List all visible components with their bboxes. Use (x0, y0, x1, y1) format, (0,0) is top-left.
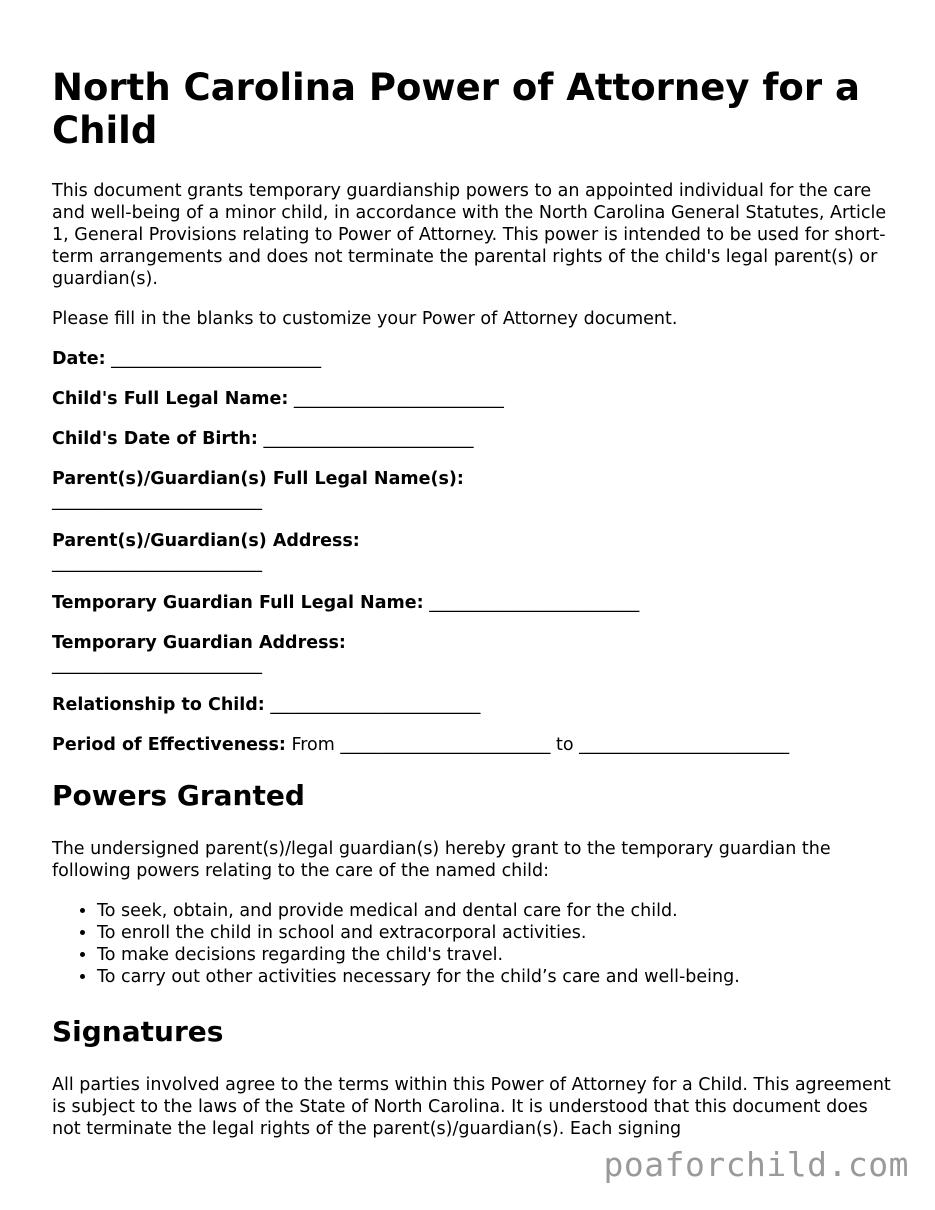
field-child-name (52, 388, 897, 410)
field-period-from-blank[interactable]: ________________________ (340, 735, 551, 755)
field-guardian-address (52, 632, 897, 676)
list-item: • To seek, obtain, and provide medical and dental care for the child. (97, 900, 897, 922)
field-relationship-blank[interactable]: ________________________ (270, 695, 481, 715)
field-period-label: Period of Effectiveness: (52, 735, 286, 755)
powers-intro: The undersigned parent(s)/legal guardian(s) hereby grant to the temporary guardian the following powers relating to the care of the named child: (52, 839, 831, 881)
intro-paragraph: This document grants temporary guardianship powers to an appointed individual for the care and well-being of a minor child, in accordance with the North Carolina General Statutes, Article 1, General Provisions relating to Power of Attorney. This power is intended to be used for short-term arrangements and does not terminate the parental rights of the child's legal parent(s) or guardian(s). (52, 181, 887, 289)
field-child-dob-blank[interactable]: ________________________ (263, 429, 474, 449)
field-relationship-label: Relationship to Child: (52, 695, 265, 715)
field-parent-address-blank[interactable]: ________________________ (52, 553, 262, 573)
site-watermark: poaforchild.com (603, 1145, 909, 1184)
field-guardian-address-label: Temporary Guardian Address: (52, 633, 346, 653)
field-child-name-label: Child's Full Legal Name: (52, 389, 289, 409)
field-guardian-name-label: Temporary Guardian Full Legal Name: (52, 593, 424, 613)
instruction-paragraph: Please fill in the blanks to customize your Power of Attorney document. (52, 309, 678, 329)
field-parent-address (52, 530, 897, 574)
field-date-blank[interactable]: ________________________ (111, 349, 322, 369)
field-parent-name (52, 468, 897, 512)
list-item: • To carry out other activities necessary for the child’s care and well-being. (97, 966, 897, 988)
powers-heading: Powers Granted (52, 779, 305, 812)
field-period (52, 734, 897, 756)
field-date-label: Date: (52, 349, 106, 369)
field-child-name-blank[interactable]: ________________________ (293, 389, 504, 409)
list-item: • To enroll the child in school and extracorporal activities. (97, 922, 897, 944)
field-parent-address-label: Parent(s)/Guardian(s) Address: (52, 531, 360, 551)
document-page (52, 66, 897, 1158)
field-child-dob (52, 428, 897, 450)
list-item: • To make decisions regarding the child's travel. (97, 944, 897, 966)
signatures-heading: Signatures (52, 1015, 224, 1048)
field-guardian-name-blank[interactable]: ________________________ (429, 593, 640, 613)
field-date (52, 348, 897, 370)
field-period-from-label: From (291, 735, 335, 755)
field-parent-name-blank[interactable]: ________________________ (52, 491, 262, 511)
field-period-to-blank[interactable]: ________________________ (579, 735, 790, 755)
field-guardian-address-blank[interactable]: ________________________ (52, 655, 262, 675)
field-period-to-label: to (555, 735, 574, 755)
document-title: North Carolina Power of Attorney for a Child (52, 66, 860, 152)
field-relationship (52, 694, 897, 716)
powers-list (52, 900, 897, 988)
field-child-dob-label: Child's Date of Birth: (52, 429, 258, 449)
signatures-paragraph: All parties involved agree to the terms within this Power of Attorney for a Child. This agreement is subject to the laws of the State of North Carolina. It is understood that this document does not terminate the legal rights of the parent(s)/guardian(s). Each signing (52, 1075, 891, 1139)
field-parent-name-label: Parent(s)/Guardian(s) Full Legal Name(s): (52, 469, 464, 489)
field-guardian-name (52, 592, 897, 614)
